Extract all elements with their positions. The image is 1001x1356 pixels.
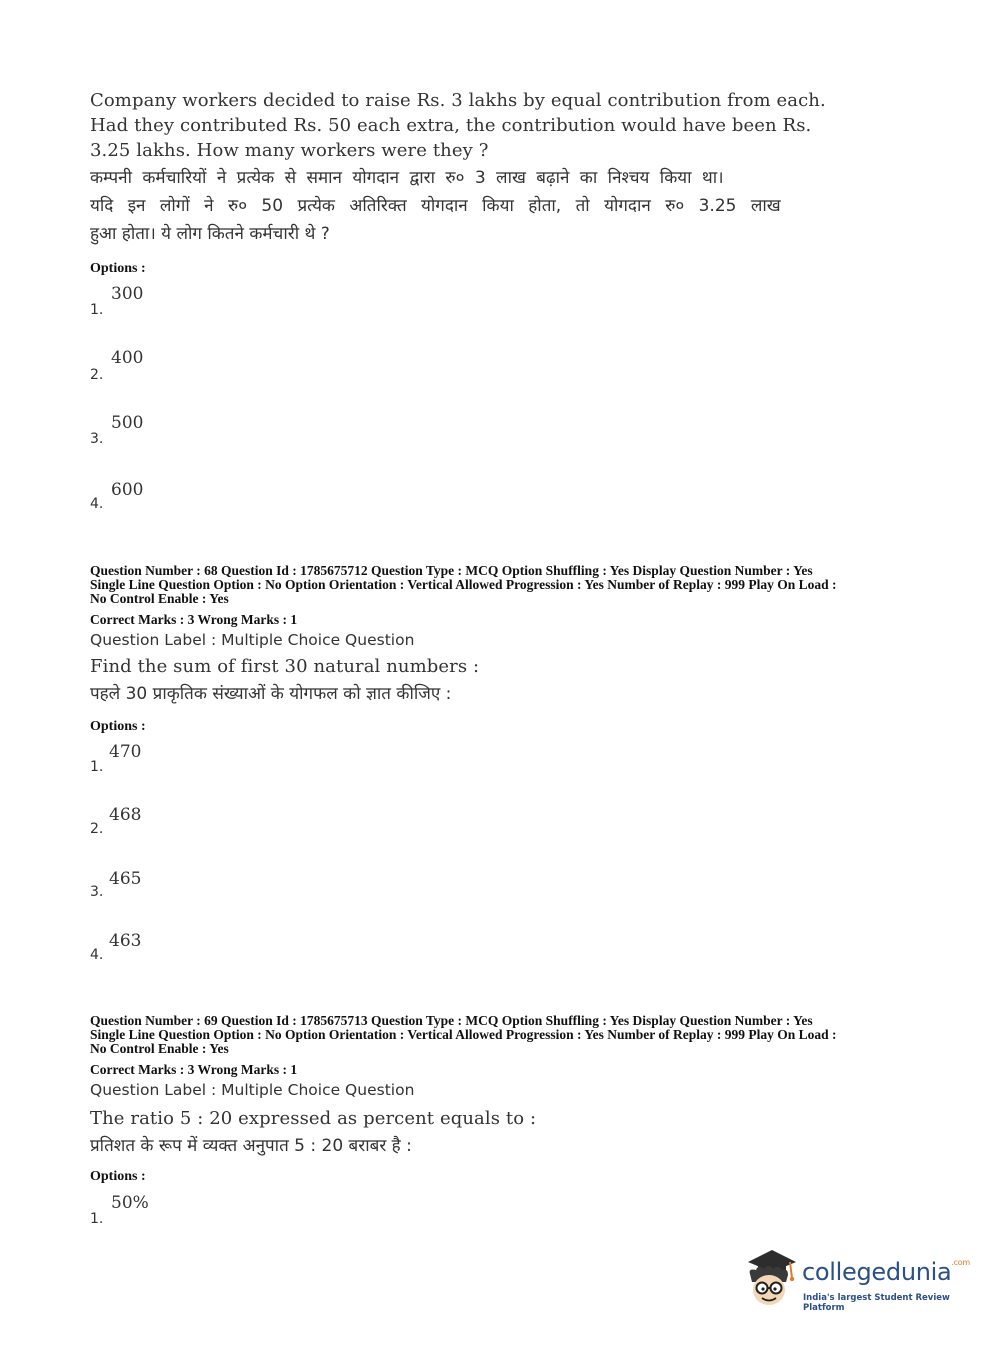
question-label: Question Label : Multiple Choice Question bbox=[90, 1081, 415, 1099]
option-value[interactable]: 465 bbox=[109, 869, 142, 889]
question-text-hi: प्रतिशत के रूप में व्यक्त अनुपात 5 : 20 बराबर है : bbox=[90, 1136, 412, 1156]
graduate-mascot-icon bbox=[740, 1248, 800, 1312]
options-label: Options : bbox=[90, 719, 146, 734]
option-number: 1. bbox=[90, 1211, 104, 1227]
option-number: 1. bbox=[90, 302, 104, 318]
option-number: 4. bbox=[90, 496, 104, 512]
question-text-en-line: Company workers decided to raise Rs. 3 lakhs by equal contribution from each. bbox=[90, 90, 826, 111]
collegedunia-logo[interactable] bbox=[740, 1248, 970, 1318]
marks-info: Correct Marks : 3 Wrong Marks : 1 bbox=[90, 1062, 298, 1077]
question-meta-line: Single Line Question Option : No Option Orientation : Vertical Allowed Progression : Yes Number of Replay : 999 Play On Load : bbox=[90, 1027, 837, 1042]
question-meta-line: Single Line Question Option : No Option Orientation : Vertical Allowed Progression : Yes Number of Replay : 999 Play On Load : bbox=[90, 577, 837, 592]
question-text-hi-line: यदि इन लोगों ने रु० 50 प्रत्येक अतिरिक्त योगदान किया होता, तो योगदान रु० 3.25 लाख bbox=[90, 196, 781, 216]
option-value[interactable]: 468 bbox=[109, 805, 142, 825]
option-value[interactable]: 500 bbox=[111, 413, 144, 433]
option-number: 2. bbox=[90, 821, 104, 837]
option-value[interactable]: 463 bbox=[109, 931, 142, 951]
logo-tagline: India's largest Student Review Platform bbox=[803, 1293, 950, 1313]
option-value[interactable]: 400 bbox=[111, 348, 144, 368]
option-value[interactable]: 50% bbox=[111, 1193, 149, 1213]
option-number: 3. bbox=[90, 431, 104, 447]
logo-wordmark: collegedunia$^{.com}$ bbox=[802, 1258, 970, 1286]
question-meta-line: Question Number : 69 Question Id : 1785675713 Question Type : MCQ Option Shuffling : Yes Display Question Number : Yes bbox=[90, 1013, 813, 1028]
question-text-hi-line: कम्पनी कर्मचारियों ने प्रत्येक से समान योगदान द्वारा रु० 3 लाख बढ़ाने का निश्चय किया था। bbox=[90, 168, 724, 188]
question-label: Question Label : Multiple Choice Question bbox=[90, 631, 415, 649]
question-meta-line: No Control Enable : Yes bbox=[90, 591, 229, 606]
question-text-en: Find the sum of first 30 natural numbers : bbox=[90, 656, 480, 677]
question-text-hi: पहले 30 प्राकृतिक संख्याओं के योगफल को ज्ञात कीजिए : bbox=[90, 684, 452, 704]
question-text-en: The ratio 5 : 20 expressed as percent equals to : bbox=[90, 1108, 537, 1129]
question-text-en-line: 3.25 lakhs. How many workers were they ? bbox=[90, 140, 489, 161]
option-value[interactable]: 300 bbox=[111, 284, 144, 304]
option-number: 3. bbox=[90, 884, 104, 900]
option-value[interactable]: 600 bbox=[111, 480, 144, 500]
option-value[interactable]: 470 bbox=[109, 742, 142, 762]
option-number: 4. bbox=[90, 947, 104, 963]
option-number: 1. bbox=[90, 759, 104, 775]
question-text-hi-line: हुआ होता। ये लोग कितने कर्मचारी थे ? bbox=[90, 224, 330, 244]
question-meta-line: No Control Enable : Yes bbox=[90, 1041, 229, 1056]
options-label: Options : bbox=[90, 1169, 146, 1184]
question-meta-line: Question Number : 68 Question Id : 1785675712 Question Type : MCQ Option Shuffling : Yes Display Question Number : Yes bbox=[90, 563, 813, 578]
marks-info: Correct Marks : 3 Wrong Marks : 1 bbox=[90, 612, 298, 627]
question-text-en-line: Had they contributed Rs. 50 each extra, the contribution would have been Rs. bbox=[90, 115, 812, 136]
options-label: Options : bbox=[90, 261, 146, 276]
option-number: 2. bbox=[90, 367, 104, 383]
